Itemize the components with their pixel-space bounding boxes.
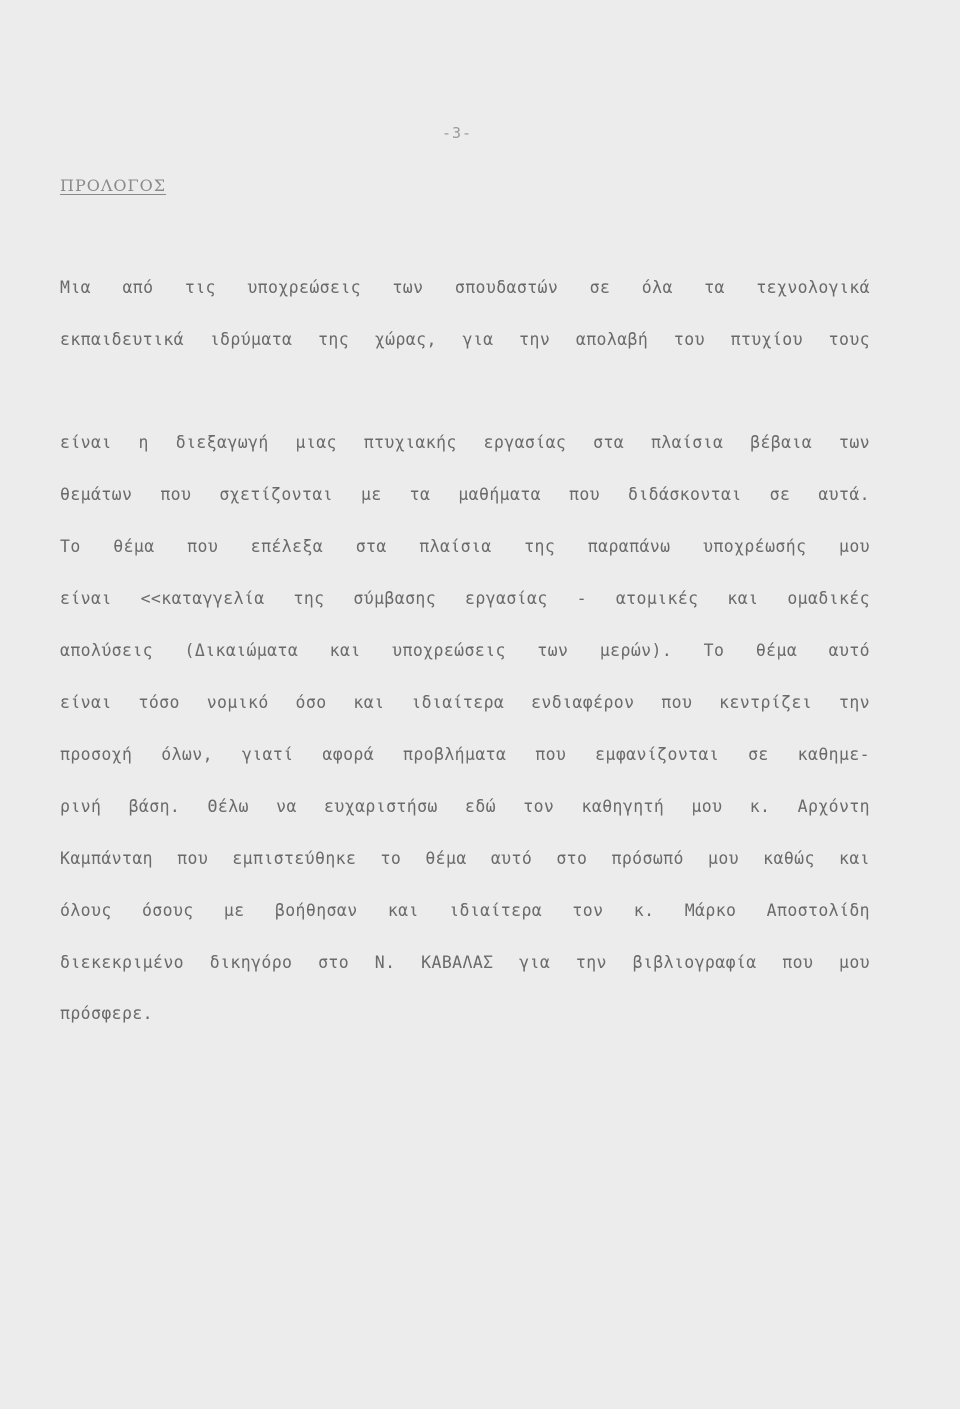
paragraph-line: διεκεκριμένο δικηγόρο στο Ν. ΚΑΒΑΛΑΣ για την βιβλιογραφία που μου — [60, 953, 870, 972]
paragraph-line: θεμάτων που σχετίζονται με τα μαθήματα που διδάσκονται σε αυτά. — [60, 485, 870, 504]
paragraph-line: είναι τόσο νομικό όσο και ιδιαίτερα ενδιαφέρον που κεντρίζει την — [60, 693, 870, 712]
paragraph-line: Μια από τις υποχρεώσεις των σπουδαστών σε όλα τα τεχνολογικά — [60, 278, 870, 297]
page-number: -3- — [442, 124, 473, 142]
paragraph-line: ρινή βάση. Θέλω να ευχαριστήσω εδώ τον καθηγητή μου κ. Αρχόντη — [60, 797, 870, 816]
paragraph-line: προσοχή όλων, γιατί αφορά προβλήματα που εμφανίζονται σε καθημε- — [60, 745, 870, 764]
paragraph-line: απολύσεις (Δικαιώματα και υποχρεώσεις των μερών). Το θέμα αυτό — [60, 641, 870, 660]
paragraph-line: Καμπάνταη που εμπιστεύθηκε το θέμα αυτό στο πρόσωπό μου καθώς και — [60, 849, 870, 868]
paragraph-line: όλους όσους με βοήθησαν και ιδιαίτερα τον κ. Μάρκο Αποστολίδη — [60, 901, 870, 920]
paragraph-line: πρόσφερε. — [60, 1004, 154, 1023]
paragraph-line: εκπαιδευτικά ιδρύματα της χώρας, για την απολαβή του πτυχίου τους — [60, 330, 870, 349]
paragraph-line: είναι η διεξαγωγή μιας πτυχιακής εργασίας στα πλαίσια βέβαια των — [60, 433, 870, 452]
paragraph-line: είναι <<καταγγελία της σύμβασης εργασίας - ατομικές και ομαδικές — [60, 589, 870, 608]
paragraph-line: Το θέμα που επέλεξα στα πλαίσια της παραπάνω υποχρέωσής μου — [60, 537, 870, 556]
section-heading: ΠΡΟΛΟΓΟΣ — [60, 176, 167, 195]
